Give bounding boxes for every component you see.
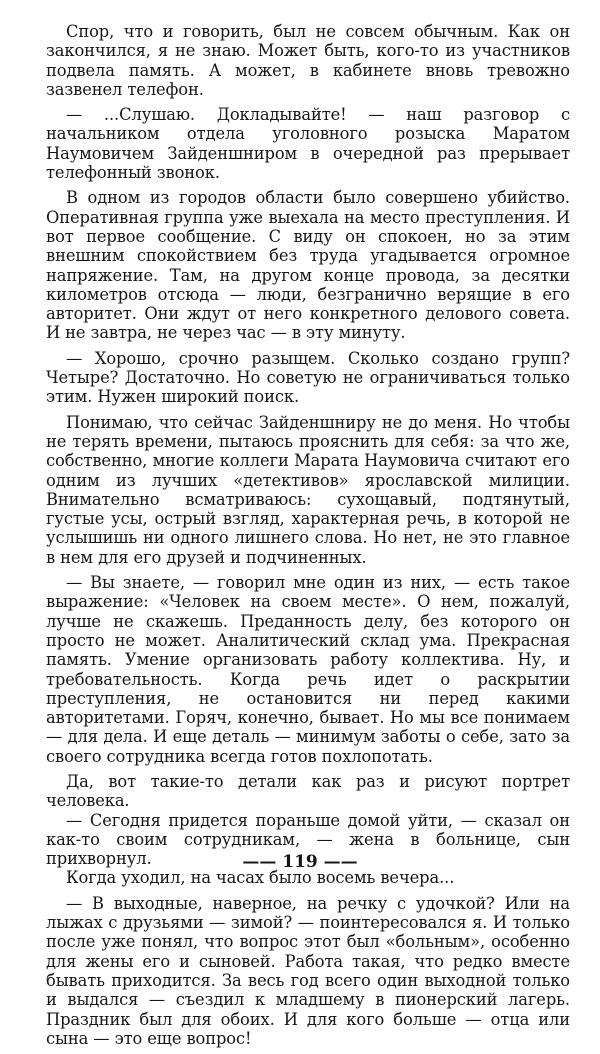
paragraph-7: Да, вот такие-то детали как раз и рисуют портрет человека. xyxy=(46,771,570,811)
paragraph-10: — В выходные, наверное, на речку с удочкой? Или на лыжах с друзьями — зимой? — поинтересовался я. И только после уже понял, что вопрос этот был «больным», особенно для жены его и сыновей. Работа такая, что редко вместе бывать приходится. За весь год всего один выходной только и выдался — съездил к младшему в пионерский лагерь. Праздник был для обоих. И для кого больше — отца или сына — это еще вопрос! xyxy=(46,893,570,1048)
paragraph-3: В одном из городов области было совершено убийство. Оперативная группа уже выехала на место преступления. И вот первое сообщение. С виду он спокоен, но за этим внешним спокойствием без труда угадывается огромное напряжение. Там, на другом конце провода, за десятки километров отсюда — люди, безгранично верящие в его авторитет. Они ждут от него конкретного делового совета. И не завтра, не через час — в эту минуту. xyxy=(46,188,570,343)
page-body xyxy=(46,22,570,1054)
paragraph-9: Когда уходил, на часах было восемь вечера... xyxy=(66,868,455,888)
paragraph-2: — ...Слушаю. Докладывайте! — наш разговор с начальником отдела уголовного розыска Маратом Наумовичем Зайденшниром в очередной раз прерывает телефонный звонок. xyxy=(46,105,570,183)
paragraph-5: Понимаю, что сейчас Зайденшниру не до меня. Но чтобы не терять времени, пытаюсь прояснить для себя: за что же, собственно, многие коллеги Марата Наумовича считают его одним из лучших «детективов» ярославской милиции. Внимательно всматриваюсь: сухощавый, подтянутый, густые усы, острый взгляд, характерная речь, в которой не услышишь ни одного лишнего слова. Но нет, не это главное в нем для его друзей и подчиненных. xyxy=(46,412,570,567)
paragraph-6: — Вы знаете, — говорил мне один из них, — есть такое выражение: «Человек на своем месте». О нем, пожалуй, лучше не скажешь. Преданность делу, без которого он просто не может. Аналитический склад ума. Прекрасная память. Умение организовать работу коллектива. Ну, и требовательность. Когда речь идет о раскрытии преступления, не остановится ни перед какими авторитетами. Горяч, конечно, бывает. Но мы все понимаем — для дела. И еще деталь — минимум заботы о себе, зато за своего сотрудника всегда готов похлопотать. xyxy=(46,573,570,766)
paragraph-4: — Хорошо, срочно разыщем. Сколько создано групп? Четыре? Достаточно. Но советую не ограничиваться только этим. Нужен широкий поиск. xyxy=(46,348,570,407)
page-number: —— 119 —— xyxy=(242,852,358,872)
paragraph-8: — Сегодня придется пораньше домой уйти, — сказал он как-то своим сотрудникам, — жена в больнице, сын прихворнул. xyxy=(46,810,570,869)
paragraph-1: Спор, что и говорить, был не совсем обычным. Как он закончился, я не знаю. Может быть, кого-то из участников подвела память. А может, в кабинете вновь тревожно зазвенел телефон. xyxy=(46,22,570,99)
